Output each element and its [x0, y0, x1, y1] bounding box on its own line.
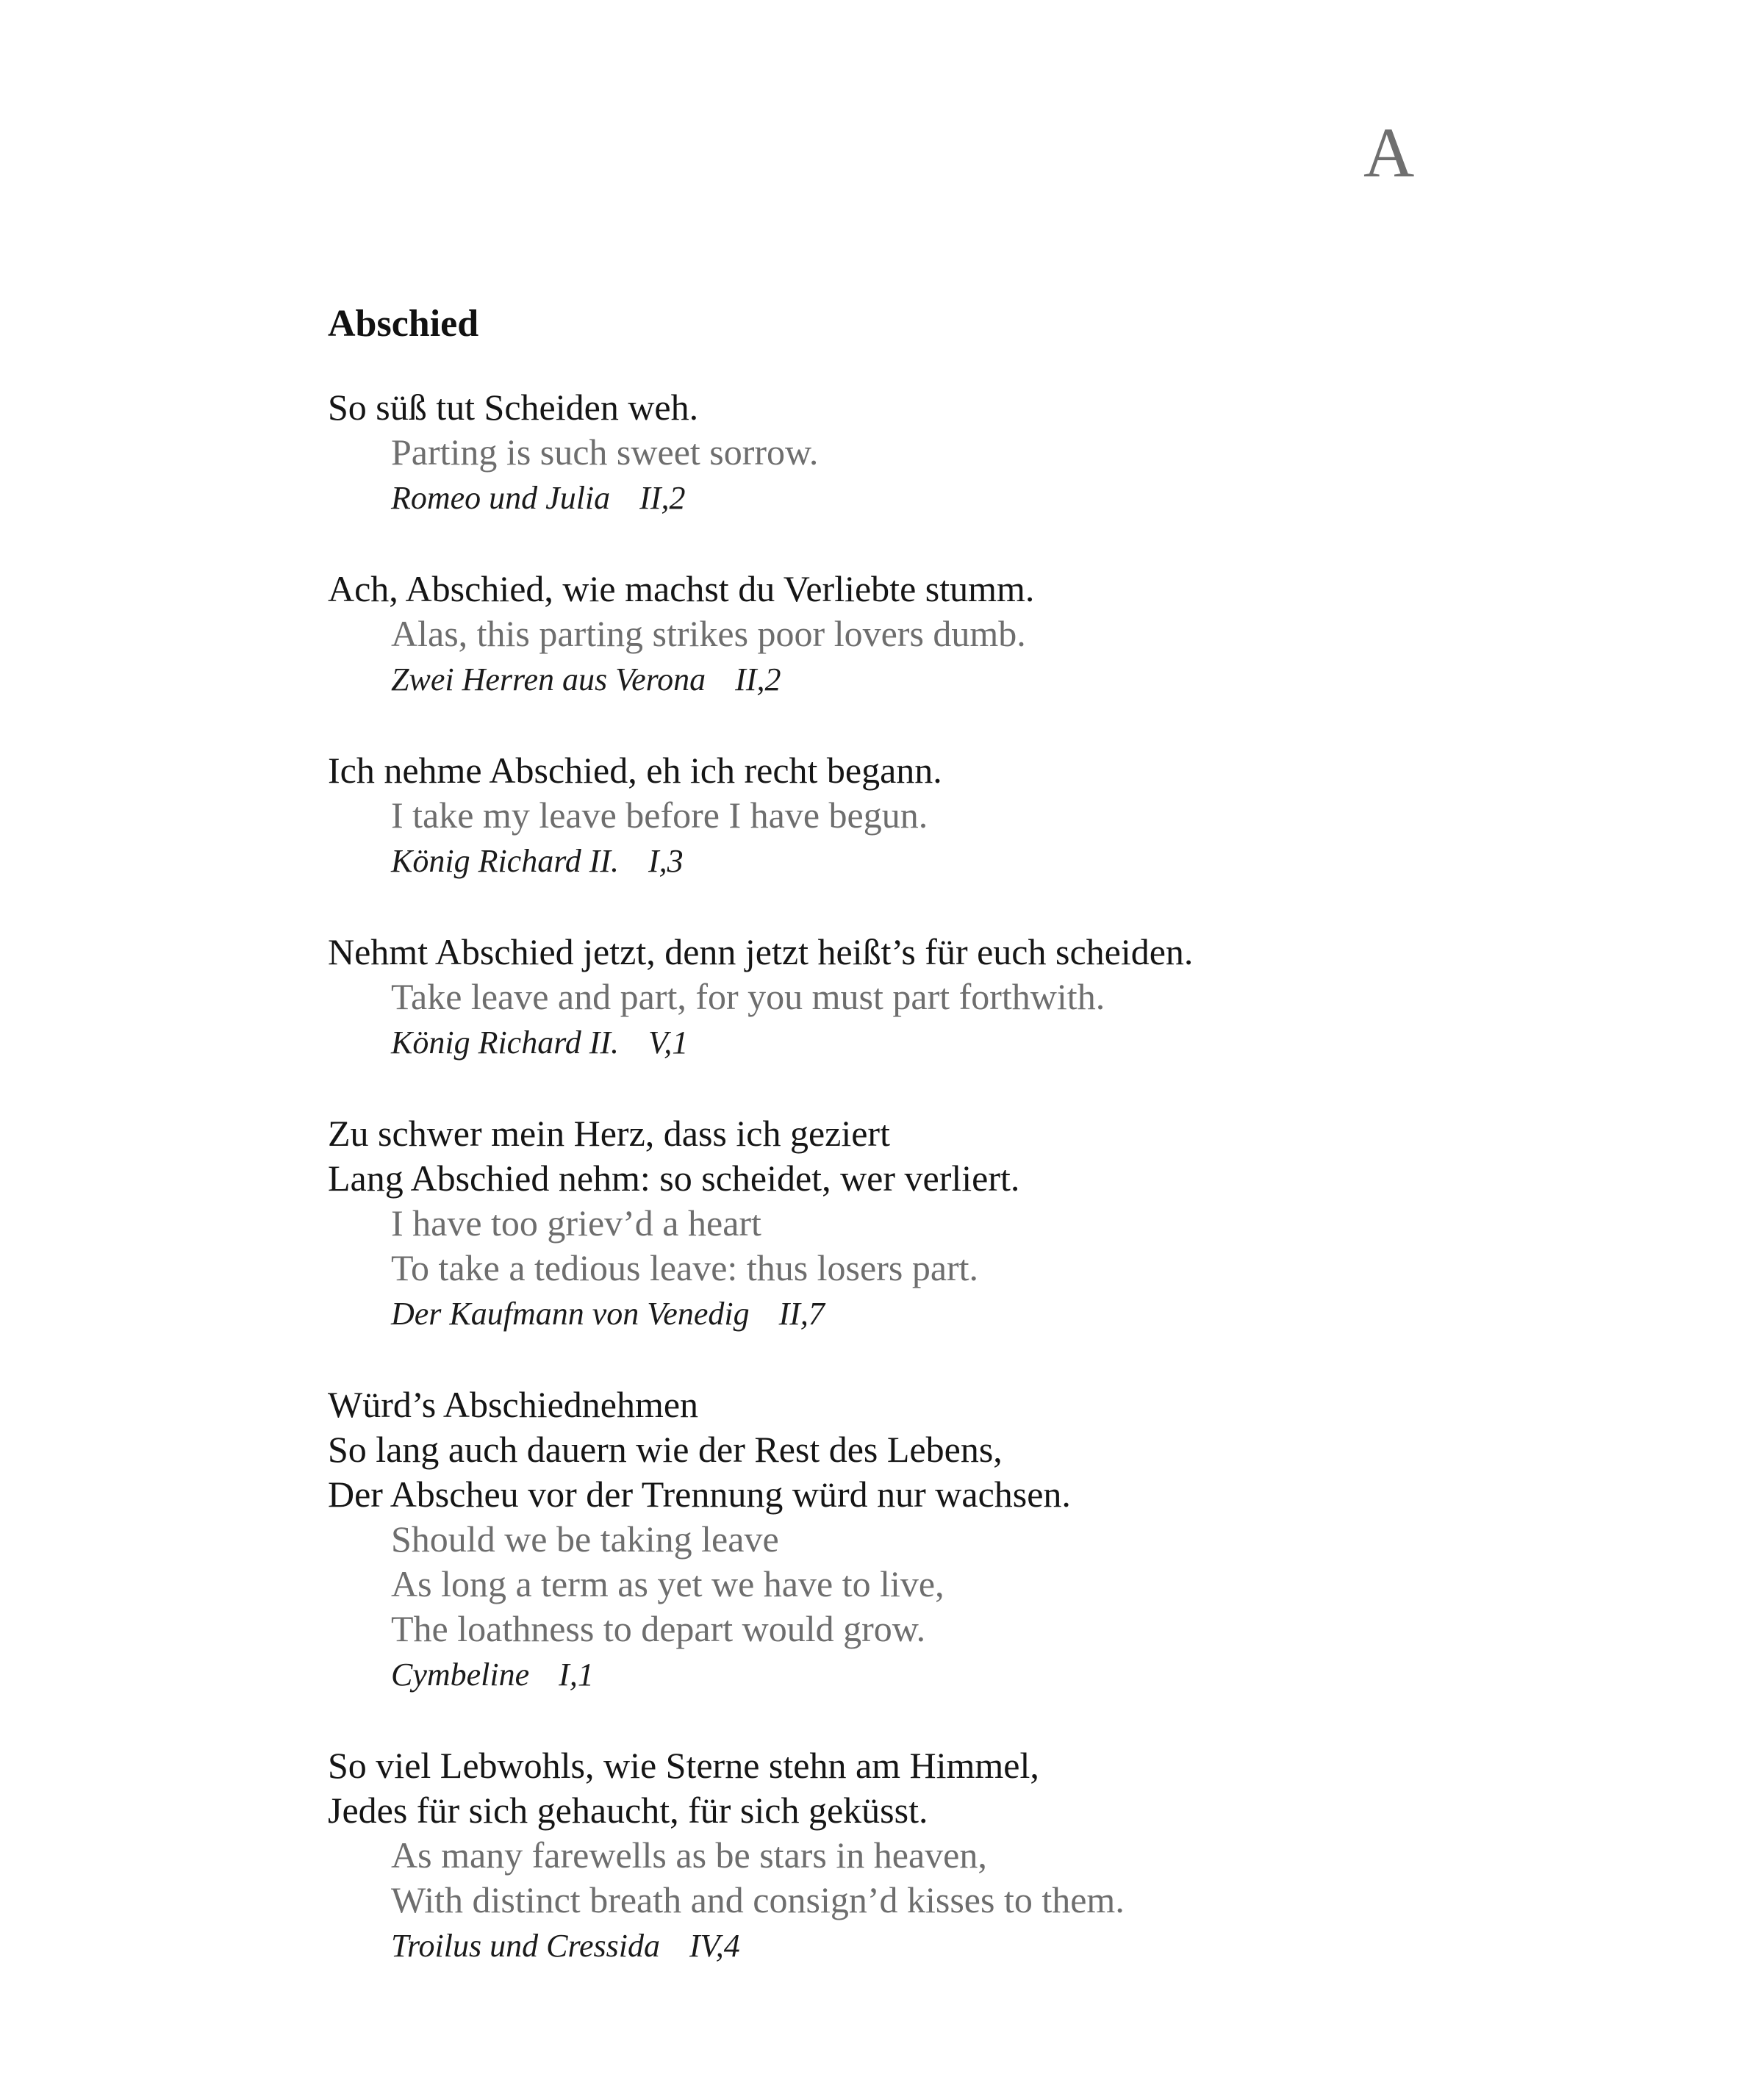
english-line: With distinct breath and consign’d kisses to them.: [391, 1879, 1125, 1921]
english-line: Alas, this parting strikes poor lovers dumb.: [391, 613, 1026, 655]
play-title: Romeo und Julia: [391, 480, 611, 517]
german-line: Würd’s Abschiednehmen: [328, 1384, 699, 1426]
source-citation: [328, 1291, 1577, 1337]
quote-entry: [328, 1382, 1577, 1698]
source-citation: [328, 838, 1577, 884]
play-title: Zwei Herren aus Verona: [391, 661, 706, 698]
play-title: Der Kaufmann von Venedig: [391, 1296, 750, 1332]
play-title: König Richard II.: [391, 1025, 619, 1061]
english-line: Should we be taking leave: [391, 1518, 779, 1560]
german-line: Nehmt Abschied jetzt, denn jetzt heißt’s für euch scheiden.: [328, 931, 1194, 973]
english-line: Take leave and part, for you must part forthwith.: [391, 976, 1105, 1018]
english-line: As long a term as yet we have to live,: [391, 1563, 944, 1605]
act-scene: V,1: [648, 1025, 689, 1061]
english-line: The loathness to depart would grow.: [391, 1608, 926, 1650]
act-scene: I,1: [559, 1657, 594, 1693]
play-title: Troilus und Cressida: [391, 1928, 660, 1965]
german-line: Zu schwer mein Herz, dass ich geziert: [328, 1113, 890, 1155]
quote-entry: [328, 567, 1577, 703]
quote-entry: [328, 1743, 1577, 1969]
play-title: Cymbeline: [391, 1657, 530, 1693]
quote-entry: [328, 385, 1577, 521]
section-letter: A: [1363, 113, 1415, 192]
german-line: So viel Lebwohls, wie Sterne stehn am Himmel,: [328, 1745, 1039, 1787]
act-scene: II,7: [778, 1296, 825, 1332]
german-line: Ach, Abschied, wie machst du Verliebte stumm.: [328, 568, 1035, 610]
page-heading: Abschied: [328, 303, 479, 345]
quote-entry: [328, 930, 1577, 1066]
german-line: So lang auch dauern wie der Rest des Lebens,: [328, 1429, 1003, 1471]
english-line: I have too griev’d a heart: [391, 1202, 761, 1244]
act-scene: II,2: [735, 661, 781, 698]
page-content: [328, 301, 1577, 2015]
play-title: König Richard II.: [391, 843, 619, 880]
source-citation: [328, 656, 1577, 703]
english-line: As many farewells as be stars in heaven,: [391, 1834, 987, 1876]
act-scene: II,2: [639, 480, 686, 517]
german-line: So süß tut Scheiden weh.: [328, 387, 699, 428]
source-citation: [328, 1019, 1577, 1066]
act-scene: IV,4: [689, 1928, 740, 1965]
quote-entry: [328, 1111, 1577, 1337]
german-line: Ich nehme Abschied, eh ich recht begann.: [328, 750, 942, 792]
source-citation: [328, 1651, 1577, 1698]
source-citation: [328, 475, 1577, 521]
english-line: Parting is such sweet sorrow.: [391, 431, 819, 473]
english-line: To take a tedious leave: thus losers part.: [391, 1247, 979, 1289]
source-citation: [328, 1923, 1577, 1969]
german-line: Der Abscheu vor der Trennung würd nur wachsen.: [328, 1474, 1071, 1515]
act-scene: I,3: [648, 843, 684, 880]
german-line: Jedes für sich gehaucht, für sich geküsst.: [328, 1790, 928, 1832]
english-line: I take my leave before I have begun.: [391, 794, 928, 836]
german-line: Lang Abschied nehm: so scheidet, wer verliert.: [328, 1158, 1020, 1199]
quote-entry: [328, 748, 1577, 884]
